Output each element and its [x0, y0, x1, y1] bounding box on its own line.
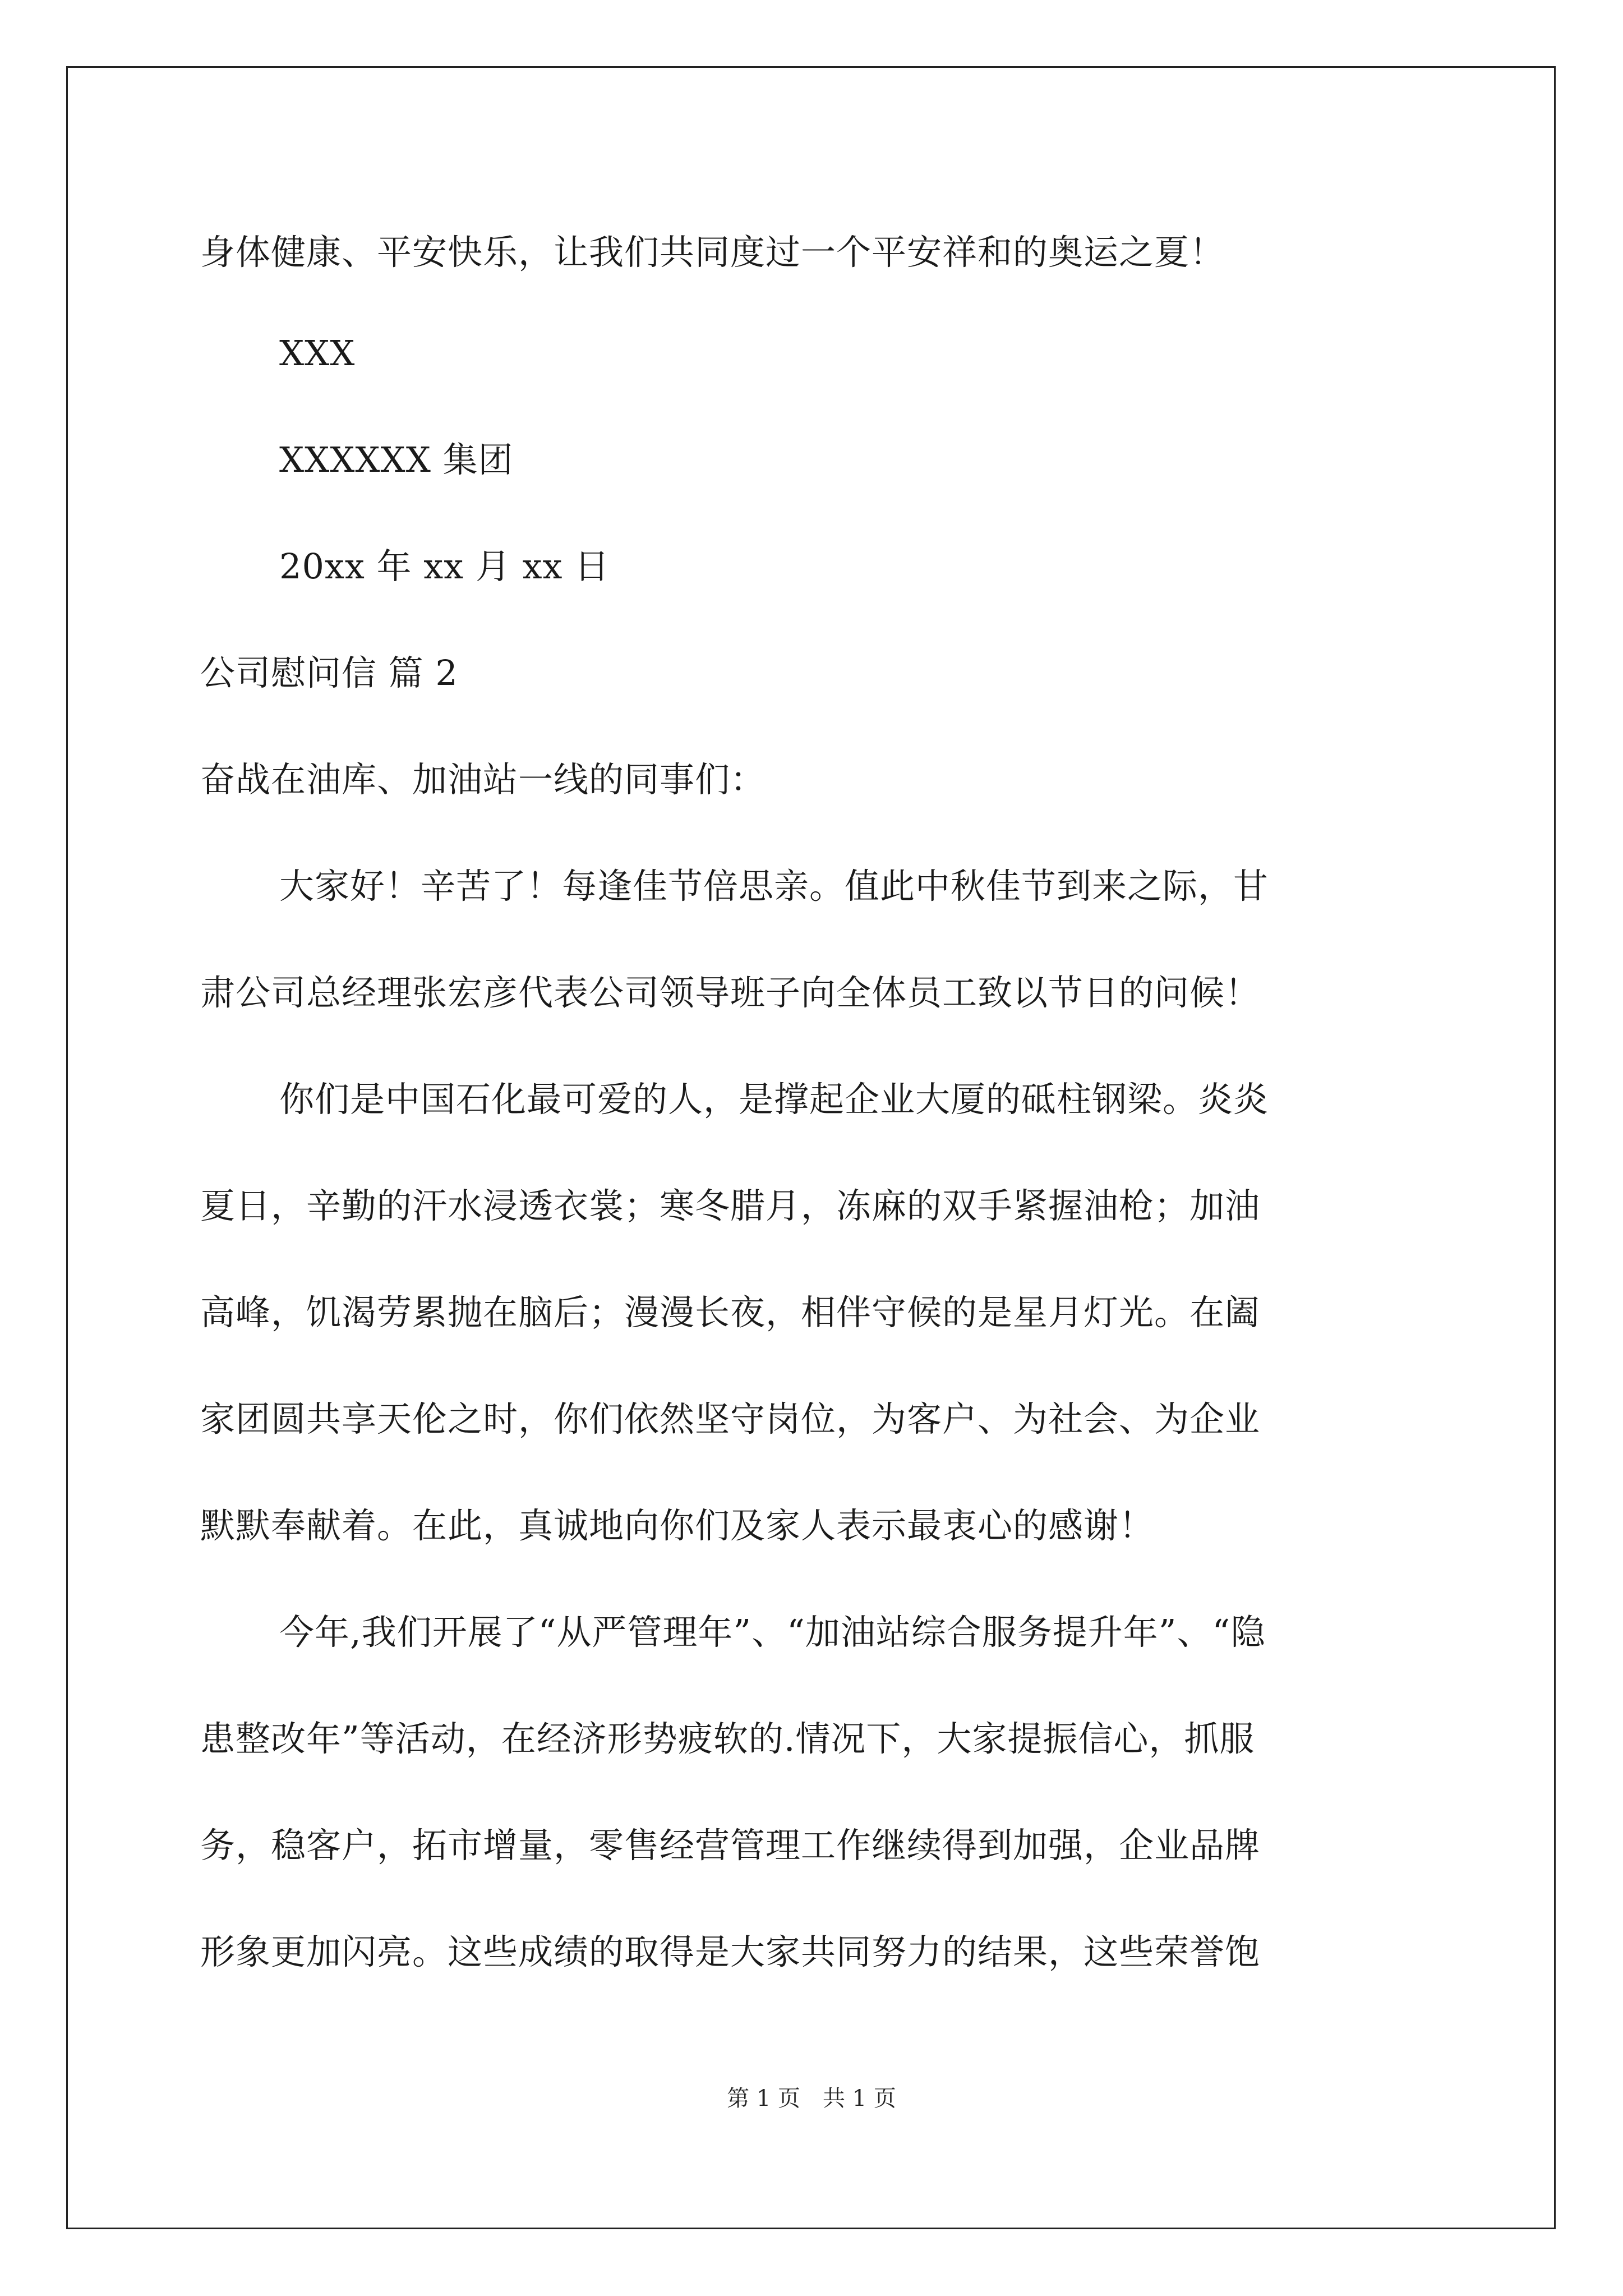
- text-line: 患整改年”等活动，在经济形势疲软的.情况下，大家提振信心，抓服: [200, 1718, 1255, 1759]
- text-line: 今年,我们开展了“从严管理年”、“加油站综合服务提升年”、“隐: [279, 1612, 1266, 1653]
- text-line: XXXXXX 集团: [279, 439, 514, 480]
- page-frame: [66, 66, 1556, 2229]
- section-heading: 公司慰问信 篇 2: [200, 652, 458, 693]
- page-total: 共 1 页: [823, 2086, 896, 2111]
- salutation: 奋战在油库、加油站一线的同事们：: [200, 759, 766, 800]
- page-number: 第 1 页: [727, 2086, 800, 2111]
- text-line: 20xx 年 xx 月 xx 日: [279, 546, 610, 587]
- page-footer: [0, 2083, 1623, 2114]
- text-line: 肃公司总经理张宏彦代表公司领导班子向全体员工致以节日的问候！: [200, 972, 1261, 1013]
- text-line: 形象更加闪亮。这些成绩的取得是大家共同努力的结果，这些荣誉饱: [200, 1931, 1261, 1972]
- text-line: XXX: [279, 333, 356, 374]
- text-line: 大家好！辛苦了！每逢佳节倍思亲。值此中秋佳节到来之际，甘: [279, 866, 1269, 907]
- text-line: 你们是中国石化最可爱的人，是撑起企业大厦的砥柱钢梁。炎炎: [279, 1079, 1269, 1120]
- text-line: 高峰，饥渴劳累抛在脑后；漫漫长夜，相伴守候的是星月灯光。在阖: [200, 1292, 1261, 1333]
- text-line: 务，稳客户，拓市增量，零售经营管理工作继续得到加强，企业品牌: [200, 1825, 1261, 1866]
- text-line: 家团圆共享天伦之时，你们依然坚守岗位，为客户、为社会、为企业: [200, 1398, 1261, 1439]
- text-line: 默默奉献着。在此，真诚地向你们及家人表示最衷心的感谢！: [200, 1505, 1155, 1546]
- text-line: 身体健康、平安快乐，让我们共同度过一个平安祥和的奥运之夏！: [200, 232, 1225, 273]
- text-line: 夏日，辛勤的汗水浸透衣裳；寒冬腊月，冻麻的双手紧握油枪；加油: [200, 1185, 1261, 1226]
